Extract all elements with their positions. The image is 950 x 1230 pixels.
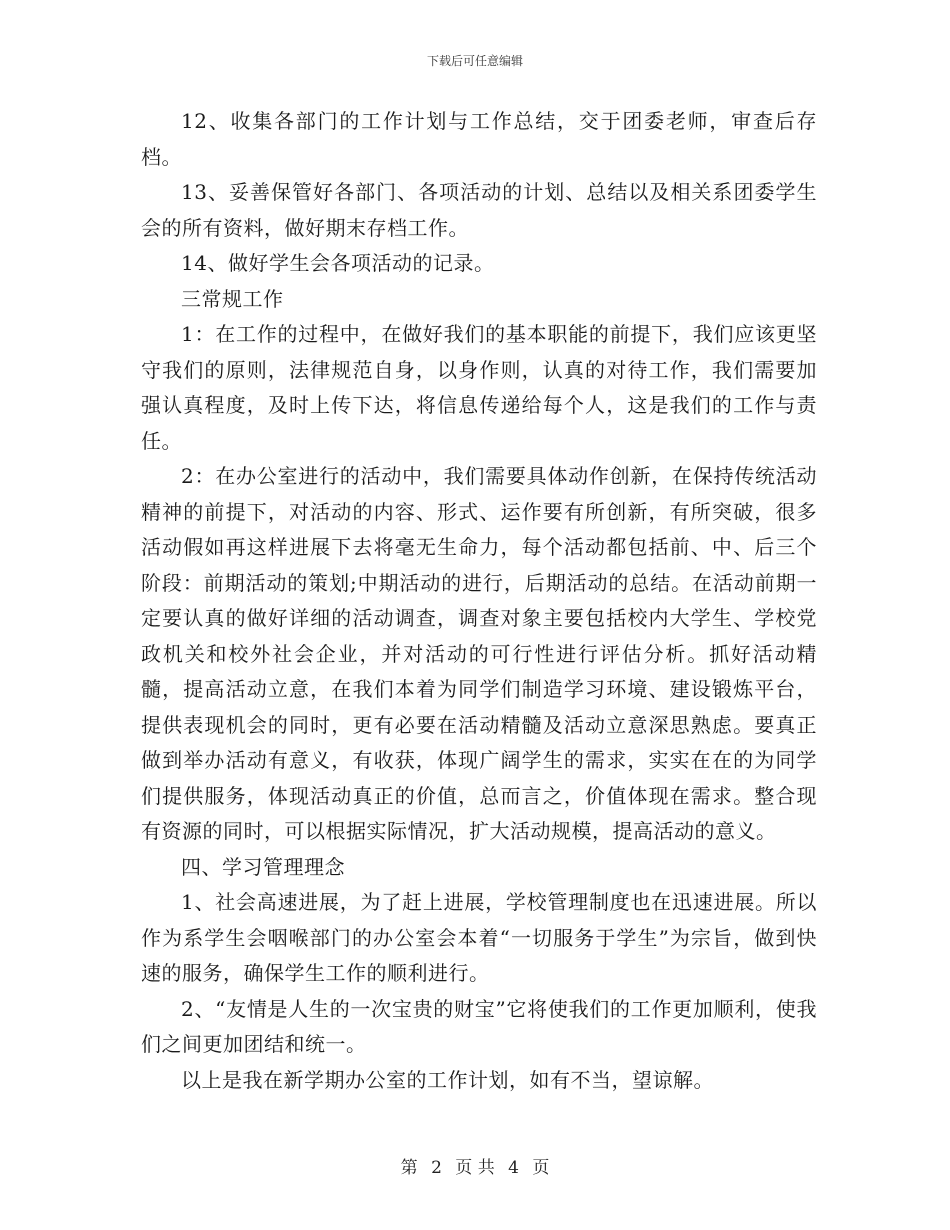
page-label-prefix: 第 <box>400 1158 418 1178</box>
page-total-number: 4 <box>508 1158 519 1178</box>
section-heading-management-concept: 四、学习管理理念 <box>181 854 345 879</box>
paragraph-item-13: 13、妥善保管好各部门、各项活动的计划、总结以及相关系团委学生会的所有资料，做好期末存档工作。 <box>141 180 817 240</box>
page-label-suffix: 页 <box>532 1158 550 1178</box>
paragraph-concept-2: 2、“友情是人生的一次宝贵的财宝”它将使我们的工作更加顺利，使我们之间更加团结和统一。 <box>141 996 817 1056</box>
document-body <box>141 104 817 1098</box>
paragraph-item-14: 14、做好学生会各项活动的记录。 <box>181 251 495 275</box>
closing-paragraph: 以上是我在新学期办公室的工作计划，如有不当，望谅解。 <box>181 1067 714 1092</box>
page-label-mid: 页 共 <box>455 1158 495 1178</box>
paragraph-item-12: 12、收集各部门的工作计划与工作总结，交于团委老师，审查后存档。 <box>141 109 817 169</box>
paragraph-routine-2: 2：在办公室进行的活动中，我们需要具体动作创新，在保持传统活动精神的前提下，对活动的内容、形式、运作要有所创新，有所突破，很多活动假如再这样进展下去将毫无生命力，每个活动都包括前、中、后三个阶段：前期活动的策划;中期活动的进行，后期活动的总结。在活动前期一定要认真的做好详细的活动调查，调查对象主要包括校内大学生、学校党政机关和校外社会企业，并对活动的可行性进行评估分析。抓好活动精髓，提高活动立意，在我们本着为同学们制造学习环境、建设锻炼平台，提供表现机会的同时，更有必要在活动精髓及活动立意深思熟虑。要真正做到举办活动有意义，有收获，体现广阔学生的需求，实实在在的为同学们提供服务，体现活动真正的价值，总而言之，价值体现在需求。整合现有资源的同时，可以根据实际情况，扩大活动规模，提高活动的意义。 <box>141 464 817 843</box>
page-header: 下载后可任意编辑 <box>426 54 523 68</box>
page-footer <box>0 1153 950 1178</box>
paragraph-concept-1: 1、社会高速进展，为了赶上进展，学校管理制度也在迅速进展。所以作为系学生会咽喉部门的办公室会本着“一切服务于学生”为宗旨，做到快速的服务，确保学生工作的顺利进行。 <box>141 890 817 985</box>
paragraph-routine-1: 1：在工作的过程中，在做好我们的基本职能的前提下，我们应该更坚守我们的原则，法律规范自身，以身作则，认真的对待工作，我们需要加强认真程度，及时上传下达，将信息传递给每个人，这是我们的工作与责任。 <box>141 322 817 453</box>
section-heading-routine-work: 三常规工作 <box>181 286 284 311</box>
page-current-number: 2 <box>431 1158 442 1178</box>
